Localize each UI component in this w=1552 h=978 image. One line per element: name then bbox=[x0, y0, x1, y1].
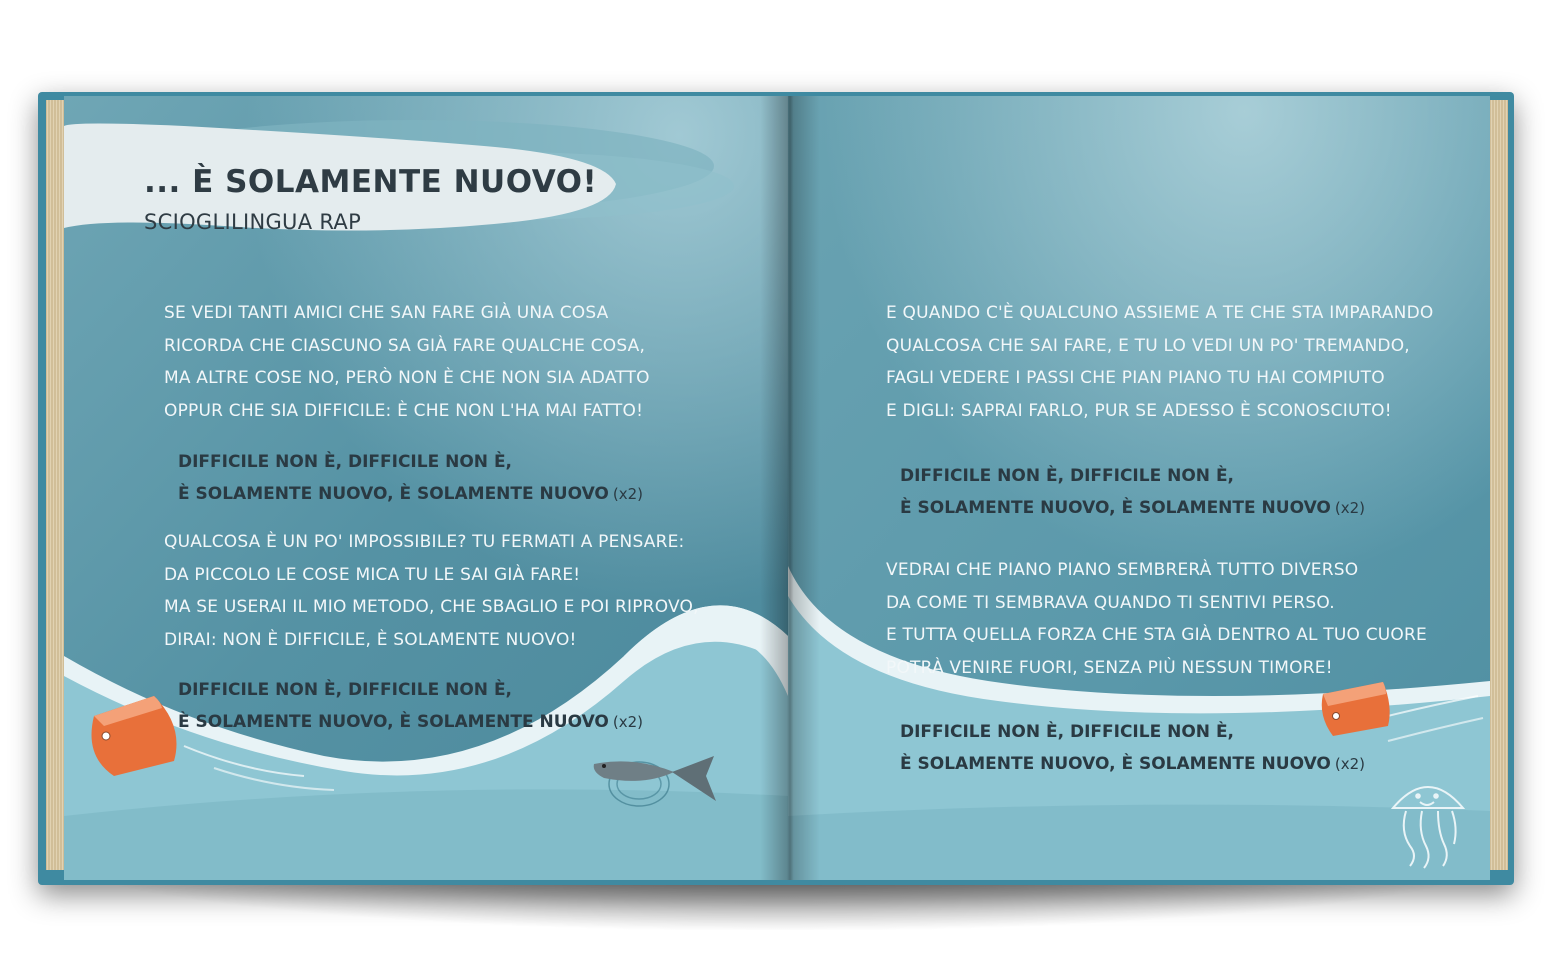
chorus-line-text: È SOLAMENTE NUOVO, È SOLAMENTE NUOVO bbox=[900, 754, 1331, 774]
song-title: ... È SOLAMENTE NUOVO! bbox=[144, 164, 598, 200]
verse-line: QUALCOSA È UN PO' IMPOSSIBILE? TU FERMATI A PENSARE: bbox=[164, 532, 685, 552]
verse-4 bbox=[886, 554, 1427, 684]
chorus-line bbox=[900, 492, 1365, 524]
chorus-line bbox=[178, 478, 643, 510]
verse-line: E QUANDO C'È QUALCUNO ASSIEME A TE CHE STA IMPARANDO bbox=[886, 303, 1434, 323]
verse-1 bbox=[164, 297, 650, 427]
song-subtitle: SCIOGLILINGUA RAP bbox=[144, 210, 362, 234]
page-edges-right bbox=[1490, 100, 1508, 870]
verse-line: QUALCOSA CHE SAI FARE, E TU LO VEDI UN PO' TREMANDO, bbox=[886, 335, 1410, 356]
verse-line: DIRAI: NON È DIFFICILE, È SOLAMENTE NUOVO! bbox=[164, 629, 577, 650]
chorus-line-text: È SOLAMENTE NUOVO, È SOLAMENTE NUOVO bbox=[178, 484, 609, 504]
repeat-marker: (x2) bbox=[612, 713, 644, 731]
verse-line: POTRÀ VENIRE FUORI, SENZA PIÙ NESSUN TIMORE! bbox=[886, 657, 1333, 678]
repeat-marker: (x2) bbox=[1334, 755, 1366, 773]
chorus-1 bbox=[178, 446, 643, 510]
chorus-4 bbox=[900, 716, 1365, 780]
chorus-line bbox=[900, 748, 1365, 780]
verse-line: DA PICCOLO LE COSE MICA TU LE SAI GIÀ FARE! bbox=[164, 564, 581, 585]
verse-line: MA SE USERAI IL MIO METODO, CHE SBAGLIO E POI RIPROVO, bbox=[164, 597, 699, 617]
chorus-2 bbox=[178, 674, 643, 738]
verse-line: MA ALTRE COSE NO, PERÒ NON È CHE NON SIA ADATTO bbox=[164, 368, 650, 388]
chorus-line-text: È SOLAMENTE NUOVO, È SOLAMENTE NUOVO bbox=[900, 498, 1331, 518]
verse-line: RICORDA CHE CIASCUNO SA GIÀ FARE QUALCHE COSA, bbox=[164, 335, 646, 356]
chorus-line: DIFFICILE NON È, DIFFICILE NON È, bbox=[178, 680, 513, 700]
verse-line: DA COME TI SEMBRAVA QUANDO TI SENTIVI PERSO. bbox=[886, 592, 1335, 613]
verse-line: VEDRAI CHE PIANO PIANO SEMBRERÀ TUTTO DIVERSO bbox=[886, 560, 1359, 580]
page-edges-left bbox=[46, 100, 64, 870]
verse-line: SE VEDI TANTI AMICI CHE SAN FARE GIÀ UNA COSA bbox=[164, 303, 609, 323]
verse-line: FAGLI VEDERE I PASSI CHE PIAN PIANO TU HAI COMPIUTO bbox=[886, 368, 1385, 388]
chorus-line-text: È SOLAMENTE NUOVO, È SOLAMENTE NUOVO bbox=[178, 712, 609, 732]
verse-2 bbox=[164, 526, 699, 656]
chorus-3 bbox=[900, 460, 1365, 524]
verse-line: OPPUR CHE SIA DIFFICILE: È CHE NON L'HA MAI FATTO! bbox=[164, 400, 644, 421]
chorus-line bbox=[178, 706, 643, 738]
chorus-line: DIFFICILE NON È, DIFFICILE NON È, bbox=[178, 452, 513, 472]
verse-line: E TUTTA QUELLA FORZA CHE STA GIÀ DENTRO AL TUO CUORE bbox=[886, 625, 1427, 645]
chorus-line: DIFFICILE NON È, DIFFICILE NON È, bbox=[900, 466, 1235, 486]
verse-line: E DIGLI: SAPRAI FARLO, PUR SE ADESSO È SCONOSCIUTO! bbox=[886, 400, 1392, 421]
chorus-line: DIFFICILE NON È, DIFFICILE NON È, bbox=[900, 722, 1235, 742]
verse-3 bbox=[886, 297, 1433, 427]
repeat-marker: (x2) bbox=[1334, 499, 1366, 517]
repeat-marker: (x2) bbox=[612, 485, 644, 503]
